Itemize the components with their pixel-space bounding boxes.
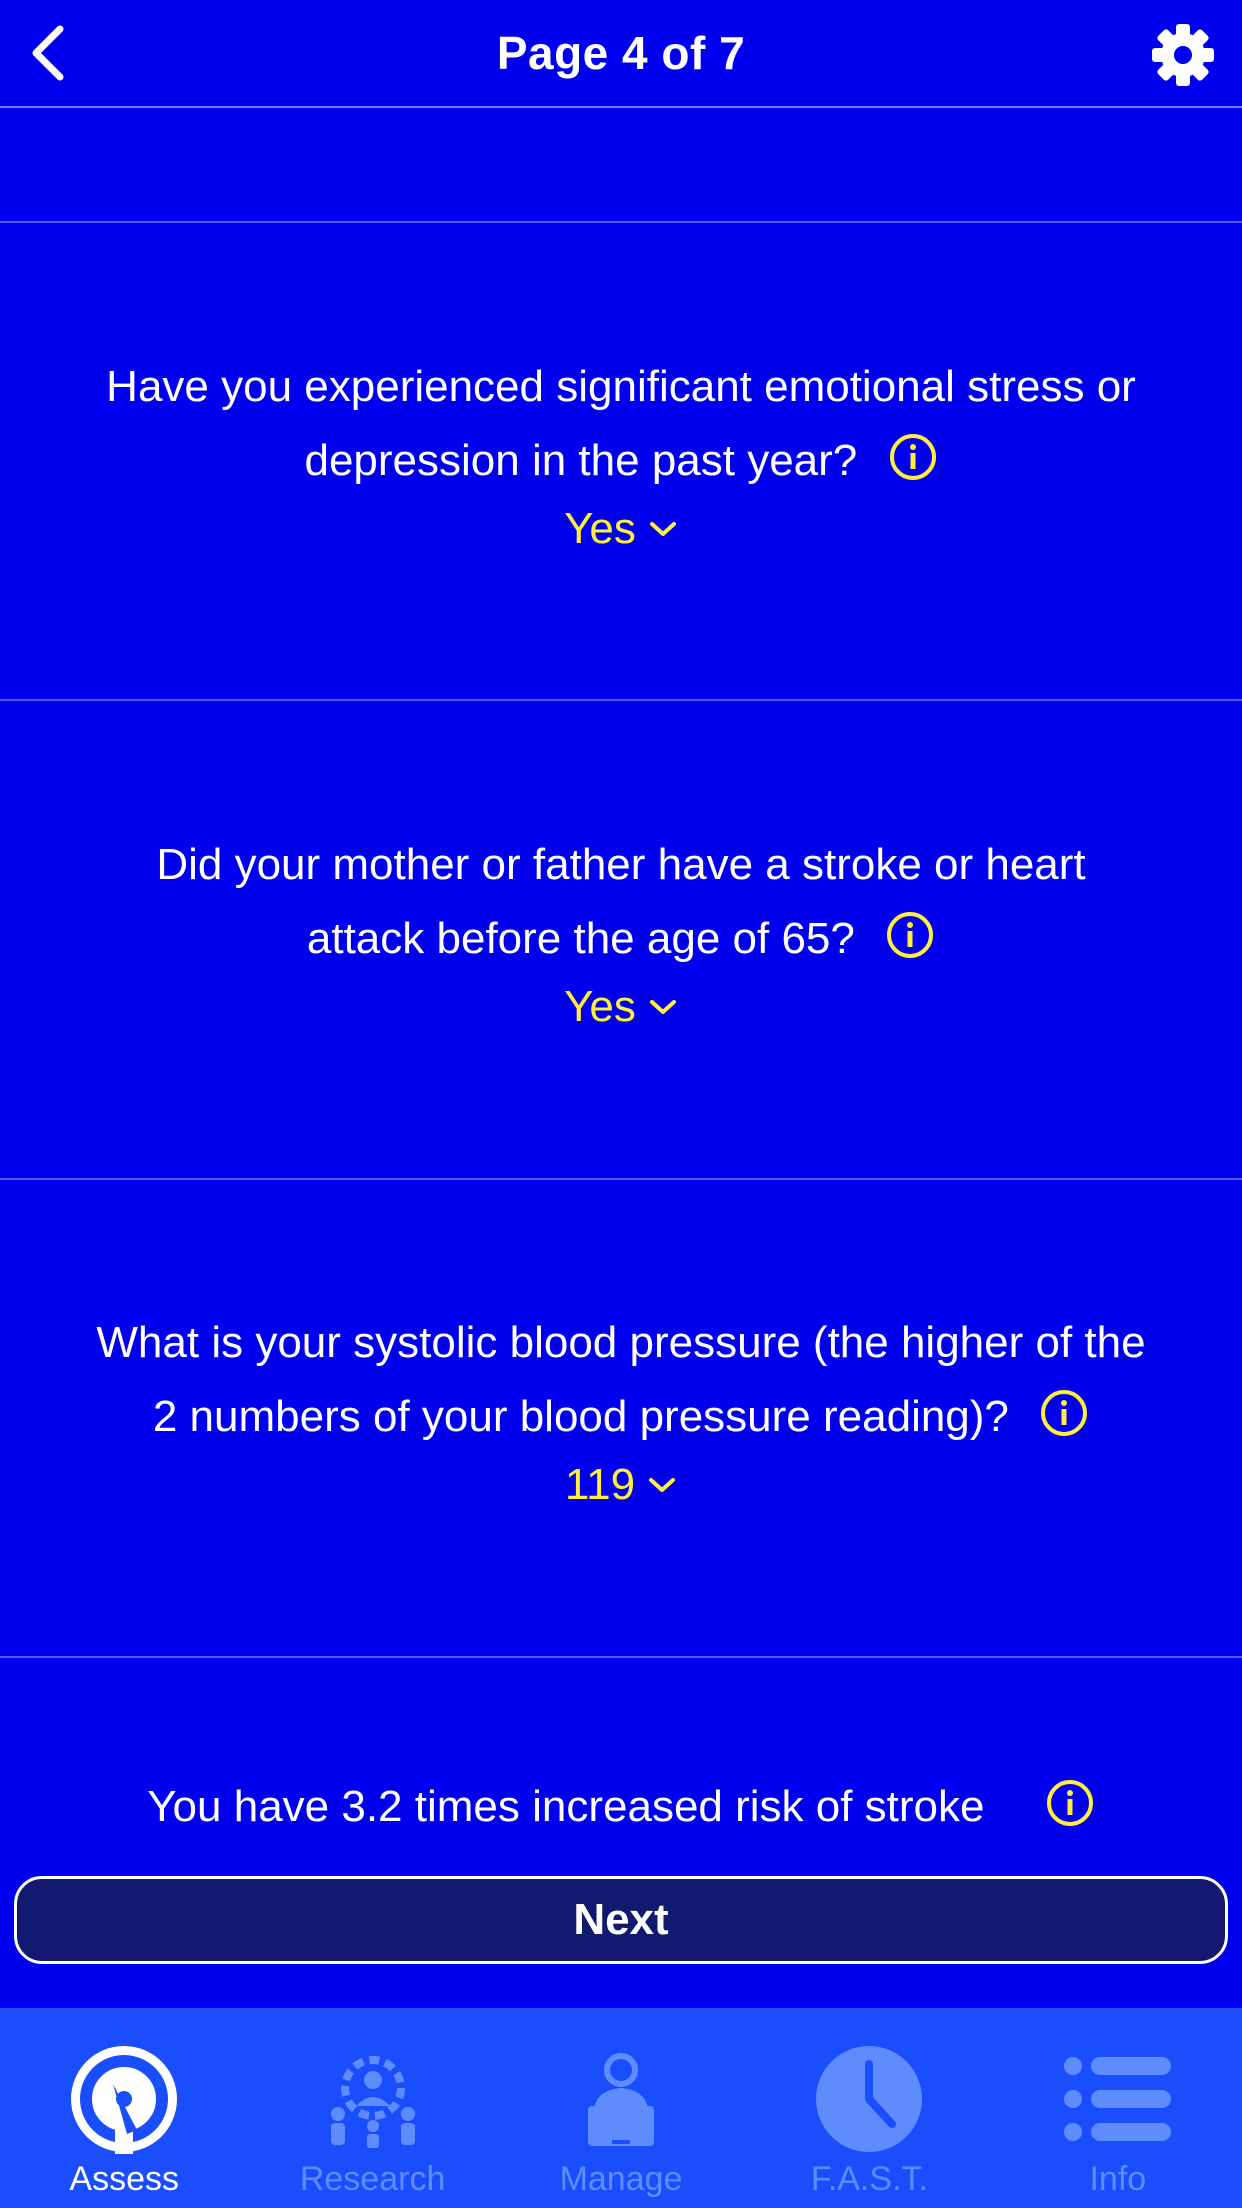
answer-value: 119	[564, 1460, 636, 1509]
tab-manage[interactable]	[497, 2008, 745, 2208]
clock-icon	[814, 2044, 924, 2154]
person-laptop-icon	[566, 2044, 676, 2154]
risk-summary	[0, 1772, 1242, 1842]
info-icon[interactable]	[1039, 1388, 1089, 1438]
answer-dropdown[interactable]	[564, 982, 678, 1032]
tab-info[interactable]	[994, 2008, 1242, 2208]
info-icon[interactable]	[1045, 1778, 1095, 1828]
answer-value: Yes	[564, 504, 636, 553]
tab-fast[interactable]	[745, 2008, 993, 2208]
chevron-down-icon	[648, 997, 678, 1017]
question-parent-stroke	[0, 828, 1242, 1032]
info-icon[interactable]	[888, 432, 938, 482]
question-text	[0, 350, 1242, 498]
risk-text: You have 3.2 times increased risk of stroke	[147, 1782, 985, 1831]
nav-header	[0, 0, 1242, 108]
tab-assess[interactable]	[0, 2008, 248, 2208]
section-divider	[0, 699, 1242, 701]
question-emotional-stress	[0, 350, 1242, 554]
chevron-down-icon	[648, 519, 678, 539]
answer-dropdown[interactable]	[565, 1460, 677, 1510]
section-divider	[0, 1656, 1242, 1658]
research-people-icon	[318, 2044, 428, 2154]
question-line: depression in the past year?	[304, 436, 858, 485]
page-title: Page 4 of 7	[496, 27, 746, 79]
question-line: attack before the age of 65?	[306, 914, 855, 963]
section-divider	[0, 1178, 1242, 1180]
gauge-icon	[69, 2044, 179, 2154]
tab-label: F.A.S.T.	[810, 2160, 928, 2198]
question-line: Have you experienced significant emotional stress or	[106, 362, 1136, 411]
tab-label: Research	[299, 2160, 446, 2198]
next-button[interactable]: Next	[14, 1876, 1228, 1964]
chevron-down-icon	[647, 1475, 677, 1495]
tab-research[interactable]	[248, 2008, 496, 2208]
answer-value: Yes	[564, 982, 636, 1031]
info-icon[interactable]	[885, 910, 935, 960]
question-line: 2 numbers of your blood pressure reading)?	[152, 1392, 1009, 1441]
question-blood-pressure	[0, 1306, 1242, 1510]
list-icon	[1063, 2044, 1173, 2154]
tab-bar	[0, 2008, 1242, 2208]
settings-button[interactable]	[1148, 20, 1218, 90]
question-text	[0, 1306, 1242, 1454]
tab-label: Manage	[559, 2160, 683, 2198]
question-line: Did your mother or father have a stroke or heart	[156, 840, 1086, 889]
question-line: What is your systolic blood pressure (the higher of the	[96, 1318, 1146, 1367]
answer-dropdown[interactable]	[564, 504, 678, 554]
gear-icon	[1150, 22, 1216, 88]
tab-label: Assess	[69, 2160, 179, 2198]
section-divider	[0, 221, 1242, 223]
tab-label: Info	[1089, 2160, 1147, 2198]
question-text	[0, 828, 1242, 976]
